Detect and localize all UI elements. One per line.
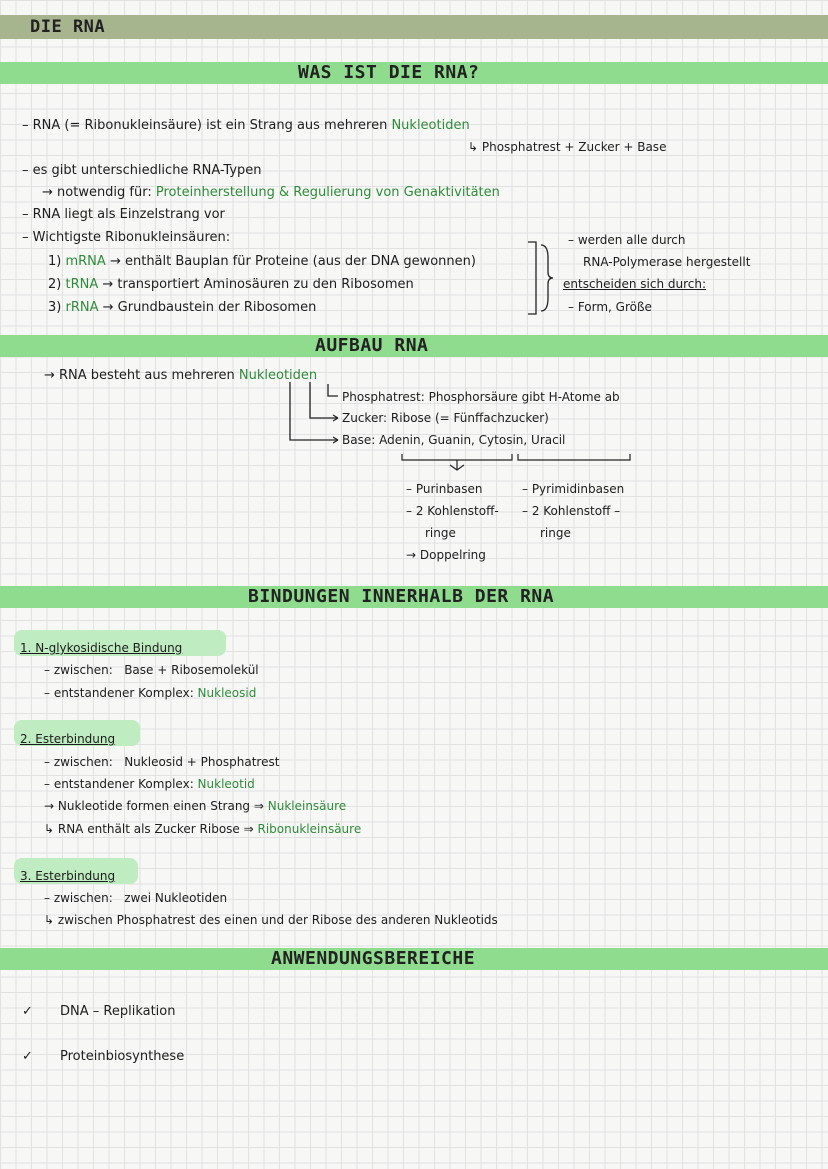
aufbau-zucker: Zucker: Ribose (= Fünffachzucker): [342, 411, 549, 425]
check-icon: ✓: [22, 1004, 33, 1019]
bindung-3-title: 3. Esterbindung: [20, 869, 116, 883]
bindung-1-line-2: – entstandener Komplex: Nukleosid: [44, 686, 257, 700]
side-note-3: entscheiden sich durch:: [563, 277, 707, 291]
purin-2: – 2 Kohlenstoff-: [406, 504, 499, 518]
tree-line-base: [290, 382, 338, 440]
rna-type-item: 2) tRNA → transportiert Aminosäuren zu den Ribosomen: [48, 277, 414, 292]
side-note-2: RNA-Polymerase hergestellt: [583, 255, 751, 269]
bindung-2-title: 2. Esterbindung: [20, 732, 116, 746]
page-title: DIE RNA: [30, 17, 106, 37]
was-ist-composition: ↳ Phosphatrest + Zucker + Base: [468, 140, 667, 154]
bindung-2-line-4: ↳ RNA enthält als Zucker Ribose ⇒ Ribonukleinsäure: [44, 822, 362, 836]
pyrimidin-bracket: [518, 454, 630, 460]
check-icon: ✓: [22, 1049, 33, 1064]
section-title-was-ist: WAS IST DIE RNA?: [298, 62, 480, 83]
was-ist-line-5: – Wichtigste Ribonukleinsäuren:: [22, 230, 231, 245]
purin-bracket: [402, 454, 512, 460]
bindung-3-line-1: – zwischen: zwei Nukleotiden: [44, 891, 228, 905]
pyrimidin-3: ringe: [540, 526, 571, 540]
anwendung-item-2: Proteinbiosynthese: [60, 1049, 185, 1064]
section-title-aufbau: AUFBAU RNA: [315, 335, 429, 356]
was-ist-line-3: → notwendig für: Proteinherstellung & Regulierung von Genaktivitäten: [42, 185, 500, 200]
aufbau-base: Base: Adenin, Guanin, Cytosin, Uracil: [342, 433, 566, 447]
pyrimidin-1: – Pyrimidinbasen: [522, 482, 625, 496]
bindung-2-line-2: – entstandener Komplex: Nukleotid: [44, 777, 255, 791]
bindung-3-line-2: ↳ zwischen Phosphatrest des einen und der Ribose des anderen Nukleotids: [44, 913, 498, 927]
was-ist-line-4: – RNA liegt als Einzelstrang vor: [22, 207, 225, 222]
section-title-anwendung: ANWENDUNGSBEREICHE: [271, 948, 476, 969]
purin-4: → Doppelring: [406, 548, 486, 562]
was-ist-line-2: – es gibt unterschiedliche RNA-Typen: [22, 163, 262, 178]
bindung-2-line-1: – zwischen: Nukleosid + Phosphatrest: [44, 755, 280, 769]
purin-1: – Purinbasen: [406, 482, 483, 496]
tree-line-zucker: [310, 382, 338, 418]
side-note-4: – Form, Größe: [568, 300, 652, 314]
rna-type-item: 3) rRNA → Grundbaustein der Ribosomen: [48, 300, 317, 315]
bindung-1-title: 1. N-glykosidische Bindung: [20, 641, 183, 655]
bindung-1-line-1: – zwischen: Base + Ribosemolekül: [44, 663, 259, 677]
bindung-2-line-3: → Nukleotide formen einen Strang ⇒ Nukleinsäure: [44, 799, 347, 813]
rna-types-bracket: [528, 242, 536, 314]
pyrimidin-2: – 2 Kohlenstoff –: [522, 504, 621, 518]
was-ist-line-1: – RNA (= Ribonukleinsäure) ist ein Strang aus mehreren Nukleotiden: [22, 118, 470, 133]
rna-type-item: 1) mRNA → enthält Bauplan für Proteine (aus der DNA gewonnen): [48, 254, 476, 269]
tree-line-phosphat: [328, 384, 338, 396]
aufbau-line-1: → RNA besteht aus mehreren Nukleotiden: [44, 368, 318, 383]
side-note-1: – werden alle durch: [568, 233, 686, 247]
section-title-bindungen: BINDUNGEN INNERHALB DER RNA: [248, 586, 555, 607]
anwendung-item-1: DNA – Replikation: [60, 1004, 176, 1019]
purin-3: ringe: [425, 526, 456, 540]
aufbau-phosphatrest: Phosphatrest: Phosphorsäure gibt H-Atome ab: [342, 390, 620, 404]
rna-types-brace: [541, 245, 553, 311]
